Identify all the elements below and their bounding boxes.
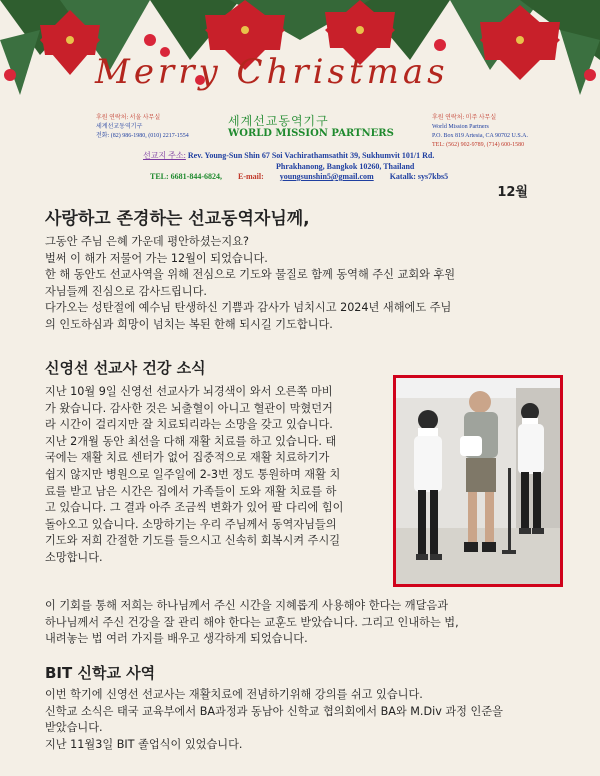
us-contact-line: 후원 연락처: 미주 사무실 [432, 115, 497, 121]
text-line: 다가오는 성탄절에 예수님 탄생하신 기쁨과 감사가 넘치시고 2024년 새해에도 주님 [45, 301, 452, 315]
lessons-paragraph [45, 598, 565, 648]
email-link[interactable]: youngsunshin5@gmail.com [279, 172, 374, 181]
katalk-id: Katalk: sys7kbs5 [389, 172, 449, 181]
email-block [238, 172, 374, 181]
hospital-scene [396, 378, 560, 584]
org-name-english: WORLD MISSION PARTNERS [228, 128, 394, 139]
phone-number: TEL: 6681-844-6824, [150, 172, 222, 181]
bit-section-title: BIT 신학교 사역 [45, 664, 156, 682]
us-contact-line: World Mission Partners [432, 124, 489, 130]
mission-address [143, 150, 434, 172]
us-contact-line: P.O. Box 819 Artesia, CA 90702 U.S.A. [432, 133, 529, 139]
org-name-korean: 세계선교동역기구 [228, 114, 329, 128]
us-contact-line: TEL: (562) 902-9789, (714) 600-1580 [432, 142, 525, 148]
email-label: E-mail: [238, 172, 264, 181]
text-line: 료를 받고 남은 시간은 집에서 가족들이 도와 재활 치료를 하 [45, 484, 337, 498]
us-office-contact [432, 114, 528, 150]
text-line: 돌아오고 있습니다. 소망하기는 우리 주님께서 동역자님들의 [45, 517, 337, 531]
text-line: 받았습니다. [45, 721, 103, 735]
bit-paragraph [45, 687, 565, 753]
text-line: 지난 10월 9일 신영선 선교사가 뇌경색이 와서 오른쪽 마비 [45, 385, 333, 398]
text-line: 그동안 주님 은혜 가운데 평안하셨는지요? [45, 235, 249, 248]
health-section-title: 신영선 선교사 건강 소식 [45, 359, 206, 377]
seoul-contact-line: 후원 연락처: 서울 사무실 [96, 115, 161, 121]
text-line: 하나님께서 주신 건강을 잘 관리 해야 한다는 교훈도 받았습니다. 그리고 인내하는 법, [45, 615, 459, 629]
text-line: 쉽지 않지만 병원으로 일주일에 2-3번 정도 통원하며 재활 치 [45, 467, 341, 481]
text-line: 고 있습니다. 그 결과 아주 조금씩 변화가 있어 팔 다리에 힘이 [45, 501, 344, 515]
address-line: Rev. Young-Sun Shin 67 Soi Vachirathamsathit 39, Sukhumvit 101/1 Rd. [187, 151, 435, 160]
text-line: 이 기회를 통해 저희는 하나님께서 주신 시간을 지혜롭게 사용해야 한다는 깨달음과 [45, 599, 449, 612]
seoul-contact-line: 세계선교동역기구 [96, 124, 143, 130]
text-line: 지난 11월3일 BIT 졸업식이 있었습니다. [45, 737, 243, 751]
text-line: 신학교 소식은 태국 교육부에서 BA과정과 동남아 신학교 협의회에서 BA와 M.Div 과정 인준을 [45, 704, 503, 718]
intro-paragraph [45, 234, 565, 334]
text-line: 한 해 동안도 선교사역을 위해 전심으로 기도와 물질로 함께 동역해 주신 교회와 후원 [45, 268, 456, 282]
merry-christmas-title: Merry Christmas [95, 52, 449, 92]
text-line: 벌써 이 해가 저물어 가는 12월이 되었습니다. [45, 251, 268, 265]
text-line: 기도와 저희 간절한 기도를 들으시고 신속히 회복시켜 주시길 [45, 534, 341, 548]
text-line: 의 인도하심과 희망이 넘치는 복된 한해 되시길 기도합니다. [45, 317, 333, 331]
text-line: 소망합니다. [45, 550, 103, 564]
month-label: 12월 [497, 185, 528, 200]
address-line: Phrakhanong, Bangkok 10260, Thailand [276, 162, 415, 171]
text-line: 라 시간이 걸리지만 잘 치료되리라는 소망을 갖고 있습니다. [45, 418, 333, 432]
text-line: 내려놓는 법 여러 가지를 배우고 생각하게 되었습니다. [45, 632, 308, 646]
text-line: 가 왔습니다. 감사한 것은 뇌출혈이 아니고 혈관이 막혔던거 [45, 401, 333, 415]
text-line: 자님들께 진심으로 감사드립니다. [45, 284, 207, 298]
address-label: 선교지 주소: [143, 151, 186, 160]
seoul-contact-line: 전화: (82) 986-1980, (010) 2217-1554 [96, 133, 189, 139]
seoul-office-contact [96, 114, 189, 141]
text-line: 이번 학기에 신영선 선교사는 재활치료에 전념하기위해 강의를 쉬고 있습니다. [45, 688, 423, 701]
text-line: 국에는 재활 치료 센터가 없어 집중적으로 재활 치료하기가 [45, 451, 330, 465]
rehab-photo [393, 375, 563, 587]
text-line: 지난 2개월 동안 최선을 다해 재활 치료를 하고 있습니다. 태 [45, 434, 337, 448]
contact-line [150, 172, 462, 181]
health-paragraph [45, 384, 385, 567]
greeting-heading: 사랑하고 존경하는 선교동역자님께, [45, 209, 310, 229]
